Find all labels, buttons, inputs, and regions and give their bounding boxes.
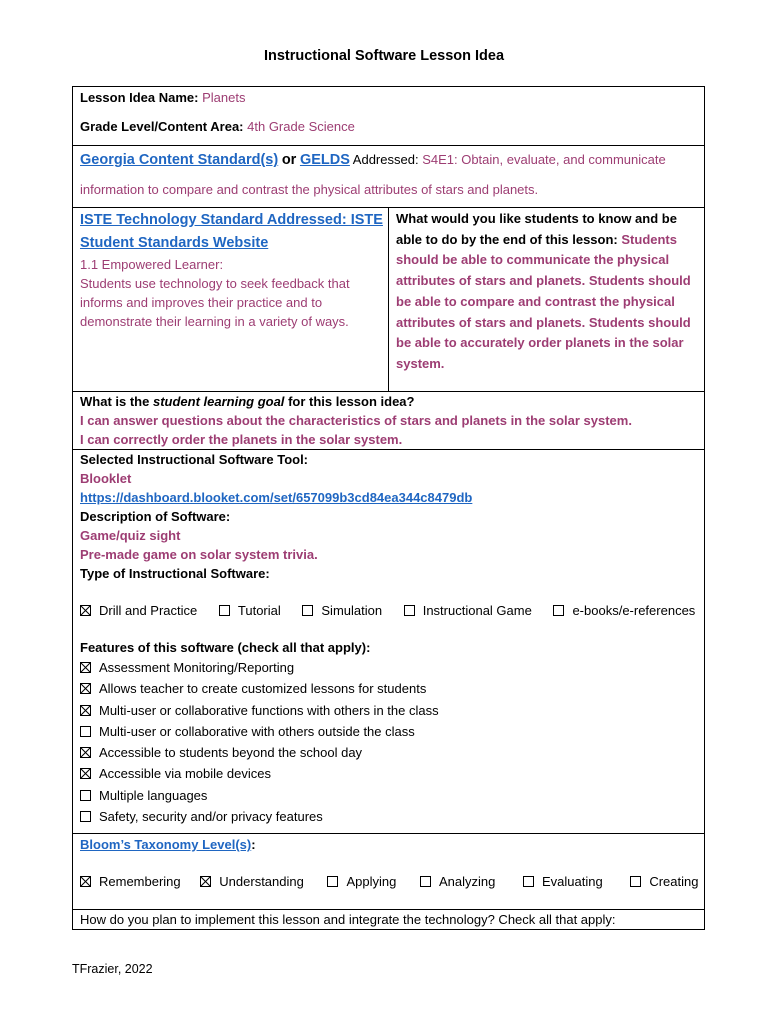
- checkbox-icon[interactable]: [80, 811, 91, 822]
- checkbox-icon[interactable]: [80, 790, 91, 801]
- checkbox-checked-icon[interactable]: [80, 683, 91, 694]
- know-cell: [389, 208, 704, 391]
- goal-software-row: [73, 391, 704, 833]
- feature-label: Assessment Monitoring/Reporting: [99, 660, 295, 675]
- type-option-label: Instructional Game: [422, 603, 532, 618]
- bloom-option-label: Applying: [346, 874, 397, 889]
- checkbox-checked-icon[interactable]: [80, 705, 91, 716]
- standards-row: [73, 145, 704, 207]
- feature-label: Multi-user or collaborative functions with others in the class: [99, 702, 439, 718]
- iste-link-line1[interactable]: ISTE Technology Standard Addressed: ISTE: [80, 212, 383, 228]
- checkbox-checked-icon[interactable]: [80, 768, 91, 779]
- implement-row: [73, 909, 704, 929]
- bloom-option[interactable]: [630, 872, 698, 891]
- software-desc-label: Description of Software:: [80, 509, 231, 524]
- know-question-line2: able to do by the end of this lesson:: [396, 231, 618, 247]
- checkbox-checked-icon[interactable]: [80, 876, 91, 887]
- goal-question-pre: What is the: [80, 394, 150, 409]
- type-option-label: Simulation: [321, 603, 383, 618]
- software-type-label: Type of Instructional Software:: [80, 566, 270, 581]
- feature-option[interactable]: [80, 763, 697, 784]
- feature-option[interactable]: [80, 721, 697, 742]
- lesson-table: [72, 86, 705, 930]
- standards-text-line2: information to compare and contrast the physical attributes of stars and planets.: [80, 182, 539, 197]
- checkbox-icon[interactable]: [523, 876, 534, 887]
- lesson-info-row: [73, 87, 704, 145]
- feature-label: Multi-user or collaborative with others outside the class: [99, 723, 415, 739]
- type-option[interactable]: [219, 601, 281, 620]
- bloom-option[interactable]: [80, 872, 181, 891]
- bloom-option-label: Understanding: [219, 874, 304, 889]
- know-answer-line: attributes of stars and planets. Students should: [396, 273, 691, 289]
- bloom-option[interactable]: [327, 872, 396, 891]
- bloom-option-label: Creating: [649, 874, 699, 889]
- iste-text-line: informs and improves their practice and to: [80, 295, 323, 310]
- iste-link-line2[interactable]: Student Standards Website: [80, 235, 269, 251]
- iste-cell: [73, 208, 389, 391]
- standards-addressed-label: Addressed:: [352, 152, 419, 167]
- feature-option[interactable]: [80, 700, 697, 721]
- feature-option[interactable]: [80, 785, 697, 806]
- feature-option[interactable]: [80, 678, 697, 699]
- type-option-label: Drill and Practice: [99, 603, 198, 618]
- feature-label: Accessible via mobile devices: [99, 766, 271, 782]
- bloom-option[interactable]: [420, 872, 495, 891]
- feature-label: Multiple languages: [99, 787, 208, 803]
- standards-text-line1: S4E1: Obtain, evaluate, and communicate: [422, 152, 666, 167]
- footer-credit: TFrazier, 2022: [72, 962, 153, 976]
- feature-option[interactable]: [80, 806, 697, 827]
- software-type-options: [80, 601, 697, 620]
- checkbox-icon[interactable]: [327, 876, 338, 887]
- feature-option[interactable]: [80, 742, 697, 763]
- standards-or: or: [281, 152, 297, 168]
- checkbox-checked-icon[interactable]: [80, 605, 91, 616]
- checkbox-icon[interactable]: [553, 605, 564, 616]
- checkbox-checked-icon[interactable]: [200, 876, 211, 887]
- checkbox-icon[interactable]: [630, 876, 641, 887]
- bloom-option-label: Evaluating: [541, 874, 603, 889]
- goal-question-em: student learning goal: [152, 394, 285, 409]
- grade-value: 4th Grade Science: [247, 119, 355, 134]
- type-option[interactable]: [553, 601, 695, 620]
- software-tool-value: Blooklet: [80, 471, 132, 486]
- feature-label: Safety, security and/or privacy features: [99, 809, 323, 825]
- know-answer-line: be able to compare and contrast the physical: [396, 293, 675, 309]
- know-answer-line: attributes of stars and planets. Students should: [396, 314, 691, 330]
- bloom-link[interactable]: Bloom’s Taxonomy Level(s): [80, 837, 252, 852]
- type-option[interactable]: [404, 601, 532, 620]
- software-desc-line: Pre-made game on solar system trivia.: [80, 547, 318, 562]
- know-answer-line: be able to accurately order planets in the solar: [396, 335, 684, 351]
- iste-text-line: 1.1 Empowered Learner:: [80, 257, 224, 272]
- gelds-link[interactable]: GELDS: [299, 152, 350, 168]
- goal-question-post: for this lesson idea?: [288, 394, 415, 409]
- implement-question: How do you plan to implement this lesson and integrate the technology? Check all that apply:: [80, 912, 616, 927]
- know-question-line1: What would you like students to know and be: [396, 211, 677, 226]
- feature-label: Allows teacher to create customized lessons for students: [99, 681, 427, 697]
- type-option-label: Tutorial: [237, 603, 281, 618]
- iste-text-line: demonstrate their learning in a variety of ways.: [80, 314, 349, 329]
- iste-know-row: [73, 207, 704, 391]
- checkbox-icon[interactable]: [404, 605, 415, 616]
- georgia-standards-link[interactable]: Georgia Content Standard(s): [80, 152, 279, 168]
- checkbox-icon[interactable]: [302, 605, 313, 616]
- software-tool-label: Selected Instructional Software Tool:: [80, 452, 309, 467]
- bloom-option[interactable]: [200, 872, 304, 891]
- know-answer-start: Students: [621, 231, 677, 247]
- lesson-name-value: Planets: [202, 90, 246, 105]
- software-section: [73, 449, 704, 827]
- features-label: Features of this software (check all that apply):: [80, 640, 371, 655]
- goal-answer: I can answer questions about the characteristics of stars and planets in the solar system.: [80, 413, 632, 428]
- bloom-option[interactable]: [523, 872, 603, 891]
- software-url-link[interactable]: https://dashboard.blooket.com/set/657099b3cd84ea344c8479db: [80, 490, 473, 505]
- know-answer-line: system.: [396, 355, 445, 371]
- bloom-colon: :: [251, 837, 256, 852]
- bloom-option-label: Remembering: [99, 874, 181, 889]
- lesson-name-label: Lesson Idea Name:: [80, 90, 199, 105]
- goal-answer: I can correctly order the planets in the solar system.: [80, 432, 403, 447]
- bloom-option-label: Analyzing: [438, 874, 496, 889]
- checkbox-icon[interactable]: [219, 605, 230, 616]
- bloom-options: [80, 872, 697, 891]
- type-option[interactable]: [80, 601, 197, 620]
- feature-label: Accessible to students beyond the school day: [99, 745, 363, 761]
- type-option-label: e-books/e-references: [572, 603, 696, 618]
- checkbox-checked-icon[interactable]: [80, 747, 91, 758]
- checkbox-icon[interactable]: [80, 726, 91, 737]
- bloom-row: [73, 833, 704, 909]
- page-title: Instructional Software Lesson Idea: [263, 48, 505, 64]
- iste-text-line: Students use technology to seek feedback that: [80, 276, 350, 291]
- type-option[interactable]: [302, 601, 382, 620]
- software-desc-line: Game/quiz sight: [80, 528, 181, 543]
- checkbox-checked-icon[interactable]: [80, 662, 91, 673]
- feature-option[interactable]: [80, 657, 697, 678]
- grade-label: Grade Level/Content Area:: [80, 119, 244, 134]
- checkbox-icon[interactable]: [420, 876, 431, 887]
- know-answer-line: should be able to communicate the physical: [396, 252, 670, 268]
